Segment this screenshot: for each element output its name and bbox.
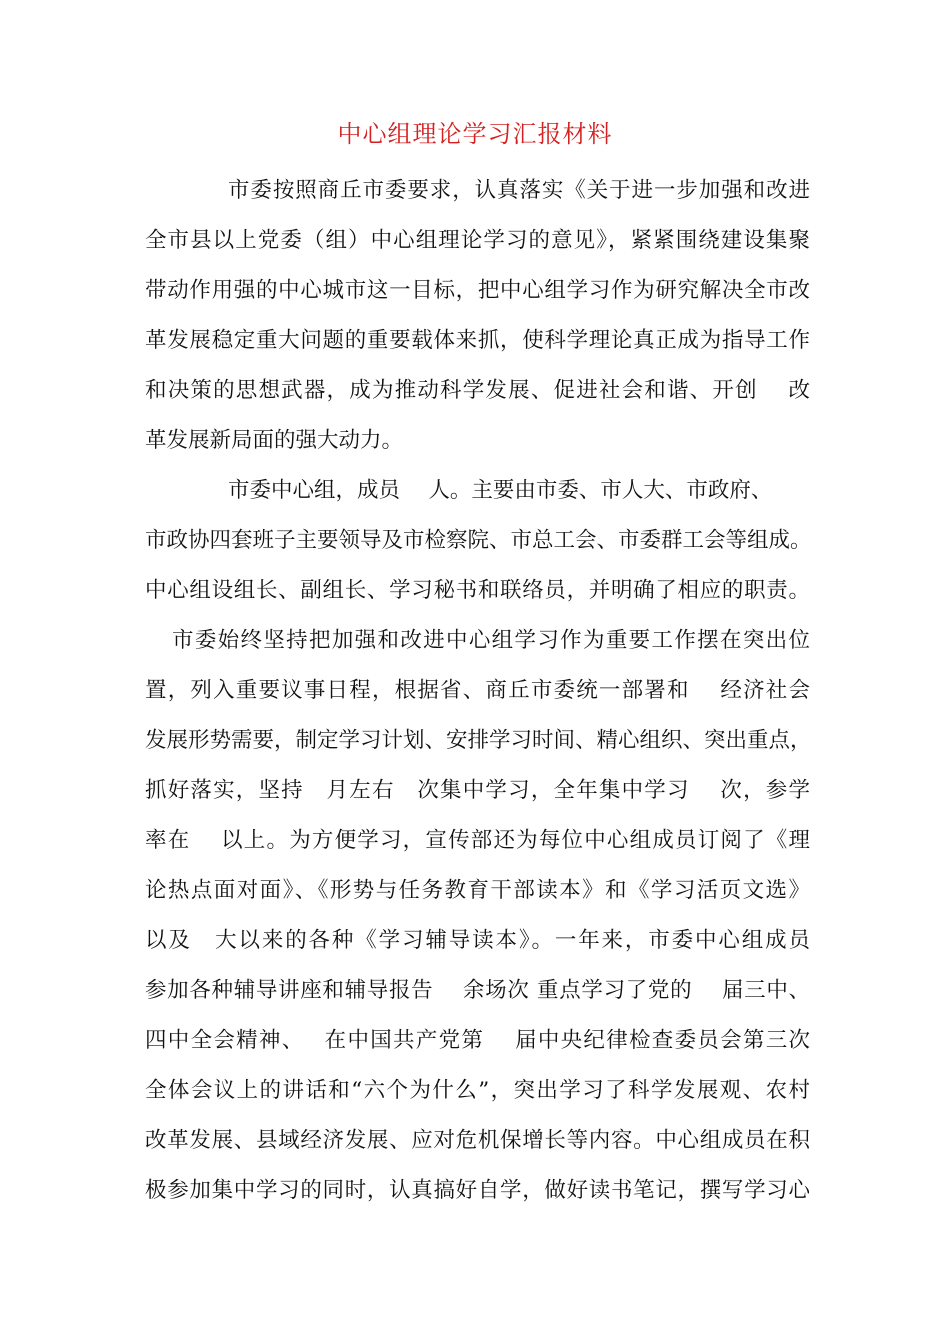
paragraph-line: 中心组设组长、副组长、学习秘书和联络员，并明确了相应的职责。 <box>145 578 810 603</box>
paragraph-line: 市委中心组，成员 人。主要由市委、市人大、市政府、 <box>228 478 773 503</box>
paragraph-line: 市委始终坚持把加强和改进中心组学习作为重要工作摆在突出位 <box>172 628 810 653</box>
paragraph-line: 极参加集中学习的同时，认真搞好自学，做好读书笔记，撰写学习心 <box>145 1178 810 1203</box>
paragraph-line: 带动作用强的中心城市这一目标，把中心组学习作为研究解决全市改 <box>145 278 810 303</box>
paragraph-line: 发展形势需要，制定学习计划、安排学习时间、精心组织、突出重点， <box>145 728 812 753</box>
paragraph-line: 置，列入重要议事日程，根据省、商丘市委统一部署和 经济社会 <box>145 678 810 703</box>
paragraph-line: 全市县以上党委（组）中心组理论学习的意见》，紧紧围绕建设集聚 <box>145 228 810 253</box>
paragraph-line: 市委按照商丘市委要求，认真落实《关于进一步加强和改进 <box>228 178 810 203</box>
paragraph-line: 市政协四套班子主要领导及市检察院、市总工会、市委群工会等组成。 <box>145 528 812 553</box>
paragraph-line: 改革发展、县域经济发展、应对危机保增长等内容。中心组成员在积 <box>145 1128 810 1153</box>
paragraph-line: 革发展稳定重大问题的重要载体来抓，使科学理论真正成为指导工作 <box>145 328 810 353</box>
paragraph-line: 以及 大以来的各种《学习辅导读本》。一年来，市委中心组成员 <box>145 928 810 953</box>
paragraph-line: 论热点面对面》、《形势与任务教育干部读本》和《学习活页文选》 <box>145 878 810 903</box>
paragraph-line: 抓好落实，坚持 月左右 次集中学习，全年集中学习 次，参学 <box>145 778 810 803</box>
paragraph-line: 率在 以上。为方便学习，宣传部还为每位中心组成员订阅了《理 <box>145 828 810 853</box>
paragraph-line: 和决策的思想武器，成为推动科学发展、促进社会和谐、开创 改 <box>145 378 810 403</box>
paragraph-line: 参加各种辅导讲座和辅导报告 余场次 重点学习了党的 届三中、 <box>145 978 810 1003</box>
paragraph-line: 革发展新局面的强大动力。 <box>145 428 404 453</box>
paragraph-line: 全体会议上的讲话和“六个为什么”，突出学习了科学发展观、农村 <box>145 1078 810 1103</box>
document-title: 中心组理论学习汇报材料 <box>337 120 613 148</box>
paragraph-line: 四中全会精神、 在中国共产党第 届中央纪律检查委员会第三次 <box>145 1028 810 1053</box>
